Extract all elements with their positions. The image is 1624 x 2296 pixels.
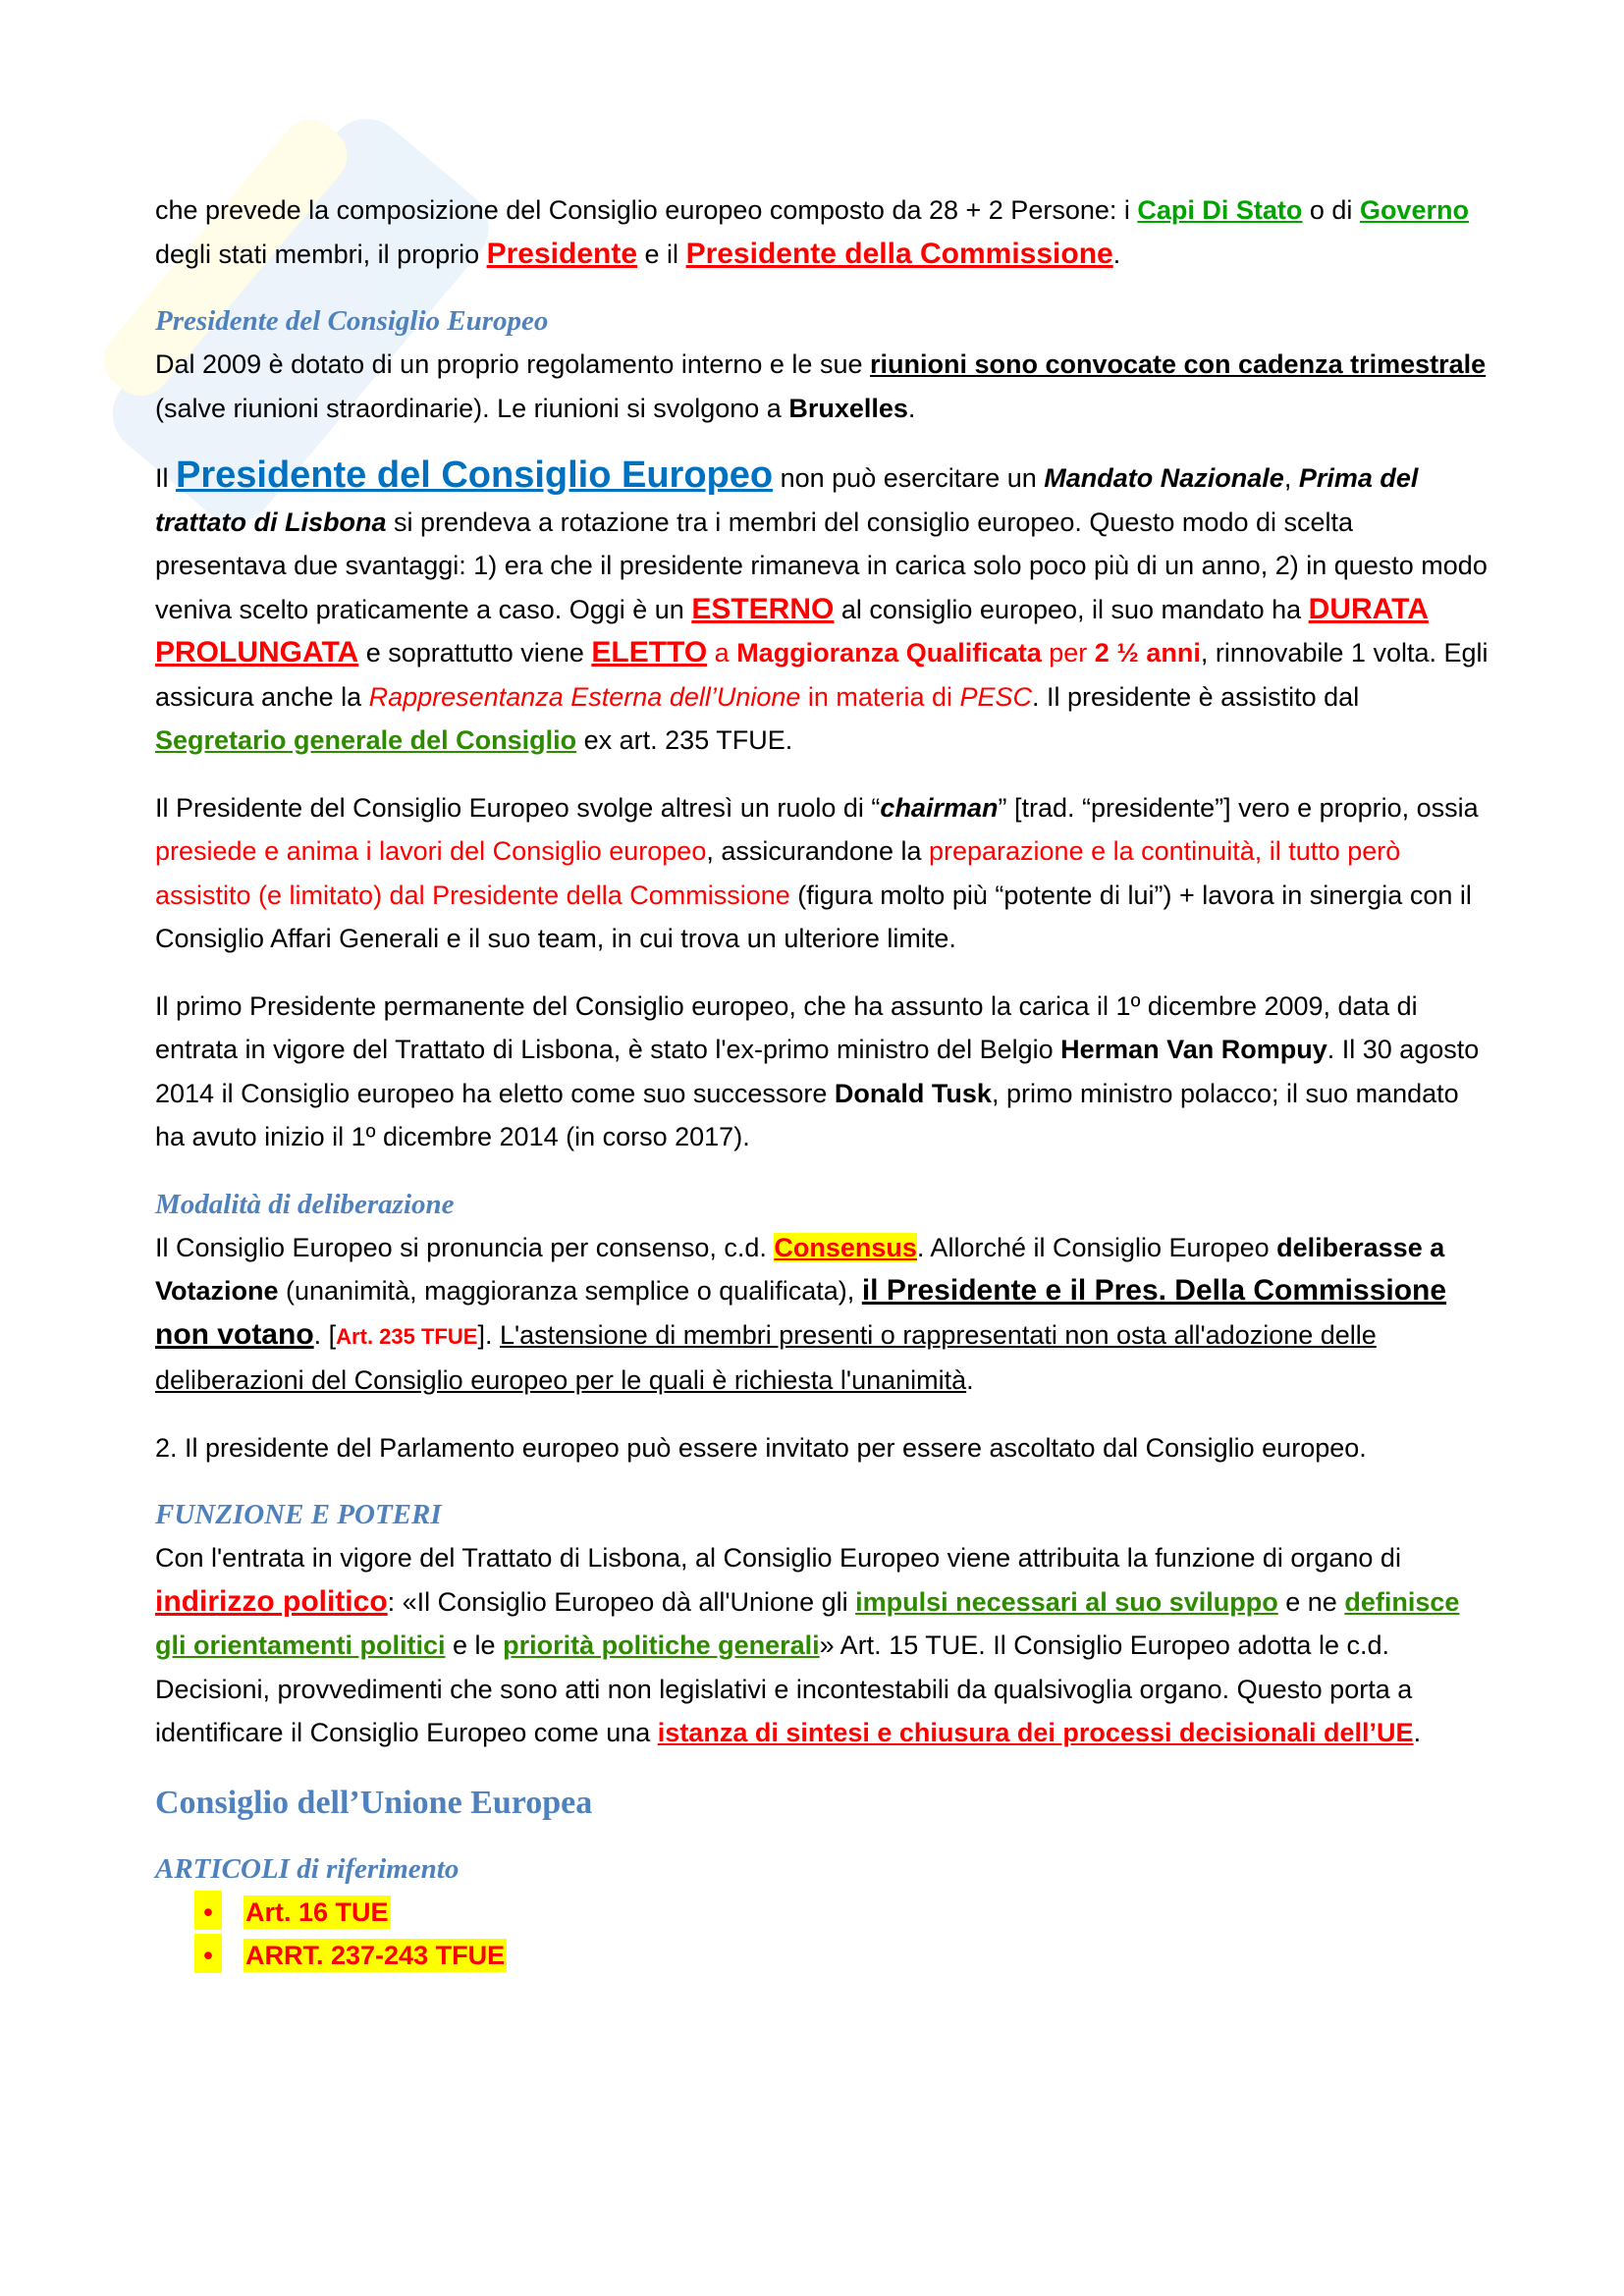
bullet-icon: • [194,1891,222,1930]
paragraph-parlamento: 2. Il presidente del Parlamento europeo può essere invitato per essere ascoltato dal Consiglio europeo. [155,1432,1367,1463]
paragraph-mandato: Il Presidente del Consiglio Europeo non può esercitare un Mandato Nazionale, Prima del trattato di Lisbona si prendeva a rotazione tra i membri del consiglio europeo. Questo modo di scelta presentava due svantaggi: 1) era che il presidente rimaneva in carica solo poco più di un anno, 2) in questo modo veniva scelto praticamente a caso. Oggi è un ESTERNO al consiglio europeo, il suo mandato ha DURATA PROLUNGATA e soprattutto viene ELETTO a Maggioranza Qualificata per 2 ½ anni, rinnovabile 1 volta. Egli assicura anche la Rappresentanza Esterna dell’Unione in materia di PESC. Il presidente è assistito dal Segretario generale del Consiglio ex art. 235 TFUE. [155,454,1489,755]
document-body [155,188,1490,1977]
heading-modalita: Modalità di deliberazione [155,1188,455,1220]
heading-funzione: FUNZIONE E POTERI [155,1499,442,1530]
bullet-icon: • [194,1934,222,1973]
heading-articoli: ARTICOLI di riferimento [155,1852,460,1885]
paragraph-composizione: che prevede la composizione del Consiglio europeo composto da 28 + 2 Persone: i Capi Di Stato o di Governo degli stati membri, il proprio Presidente e il Presidente della Commissione. [155,195,1469,270]
list-item: • ARRT. 237-243 TFUE [155,1934,1490,1977]
heading-consiglio-ue: Consiglio dell’Unione Europea [155,1784,593,1821]
paragraph-regolamento: Dal 2009 è dotato di un proprio regolamento interno e le sue riunioni sono convocate con cadenza trimestrale (salve riunioni straordinarie). Le riunioni si svolgono a Bruxelles. [155,349,1487,423]
paragraph-deliberazione: Il Consiglio Europeo si pronuncia per consenso, c.d. Consensus. Allorché il Consiglio Europeo deliberasse a Votazione (unanimità, maggioranza semplice o qualificata), il Presidente e il Pres. Della Commissione non votano. [Art. 235 TFUE]. L'astensione di membri presenti o rappresentati non osta all'adozione delle deliberazioni del Consiglio europeo per le quali è richiesta l'unanimità. [155,1232,1447,1395]
heading-presidente: Presidente del Consiglio Europeo [155,305,549,337]
list-item: • Art. 16 TUE [155,1891,1490,1934]
paragraph-funzione: Con l'entrata in vigore del Trattato di Lisbona, al Consiglio Europeo viene attribuita la funzione di organo di indirizzo politico: «Il Consiglio Europeo dà all'Unione gli impulsi necessari al suo sviluppo e ne definisce gli orientamenti politici e le priorità politiche generali» Art. 15 TUE. Il Consiglio Europeo adotta le c.d. Decisioni, provvedimenti che sono atti non legislativi e incontestabili da qualsivoglia organo. Questo porta a identificare il Consiglio Europeo come una istanza di sintesi e chiusura dei processi decisionali dell’UE. [155,1543,1460,1747]
paragraph-primo-presidente: Il primo Presidente permanente del Consiglio europeo, che ha assunto la carica il 1º dicembre 2009, data di entrata in vigore del Trattato di Lisbona, è stato l'ex-primo ministro del Belgio Herman Van Rompuy. Il 30 agosto 2014 il Consiglio europeo ha eletto come suo successore Donald Tusk, primo ministro polacco; il suo mandato ha avuto inizio il 1º dicembre 2014 (in corso 2017). [155,990,1480,1151]
reference-list [155,1891,1490,1977]
paragraph-chairman: Il Presidente del Consiglio Europeo svolge altresì un ruolo di “chairman” [trad. “presidente”] vero e proprio, ossia presiede e anima i lavori del Consiglio europeo, assicurandone la preparazione e la continuità, il tutto però assistito (e limitato) dal Presidente della Commissione (figura molto più “potente di lui”) + lavora in sinergia con il Consiglio Affari Generali e il suo team, in cui trova un ulteriore limite. [155,792,1479,953]
